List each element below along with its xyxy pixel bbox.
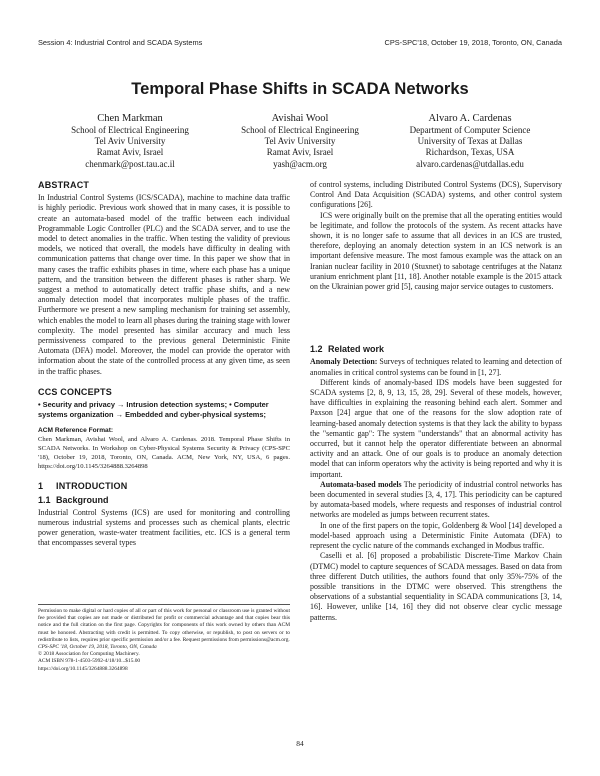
paragraph-text: The periodicity of industrial control networks has been documented in several studies [3, 4, 17]. This periodicity can be captured by automata-based models, where requests and responses of industrial control networks are modeled as jumps between recurrent states.	[310, 479, 562, 520]
permission-doi: https://doi.org/10.1145/3264888.3264898	[38, 665, 128, 672]
author-email: chenmark@post.tau.ac.il	[85, 158, 175, 169]
author-dept: School of Electrical Engineering	[71, 125, 189, 135]
intro-paragraph-1: Industrial Control Systems (ICS) are used for monitoring and controlling numerous industrial systems and processes such as chemical plants, electric power generation, waste-water treatment facilities, etc. ICS is a general term that encompasses several types	[38, 507, 290, 548]
paragraph-text: Surveys of techniques related to learning and detection of anomalies in critical control systems can be found in [1, 27].	[310, 357, 562, 377]
author-university: University of Texas at Dallas	[417, 136, 523, 147]
related-paragraph-4: In one of the first papers on the topic, Goldenberg & Wool [14] developed a model-based approach using a Deterministic Finite Automata (DFA) to represent the cyclic nature of the commands exchanged in Modbus traffic.	[310, 520, 562, 551]
subsection-title: Related work	[328, 344, 385, 355]
ccs-heading: CCS CONCEPTS	[38, 386, 112, 397]
ccs-concepts: • Security and privacy → Intrusion detection systems; • Computer systems organization → Embedded and cyber-physical systems;	[38, 400, 269, 420]
author-block-3	[385, 112, 555, 170]
automata-paragraph	[310, 480, 562, 521]
background-heading	[38, 495, 290, 505]
running-header-left: Session 4: Industrial Control and SCADA Systems	[38, 38, 203, 47]
author-name: Avishai Wool	[271, 113, 329, 124]
introduction-heading	[38, 481, 290, 491]
author-city: Richardson, Texas, USA	[425, 147, 515, 158]
paragraph-label: Anomaly Detection:	[310, 357, 378, 367]
intro-paragraph-2: ICS were originally built on the premise that all the operating entities would be legitimate, and follow the protocols of the system. As recent attacks have shown, it is no longer safe to assume that all devices in an ICS are trusted, therefore, deploying an anomaly detection system in an ICS network is an important defensive measure. The most famous example was the attack on an Iranian nuclear facility in 2010 (Stuxnet) to sabotage centrifuges at the Natanz uranium enrichment plant [11, 18]. Another notable example is the 2015 attack on the Ukrainian power grid [5], causing major service outages to customers.	[310, 210, 562, 292]
author-dept: Department of Computer Science	[409, 125, 531, 135]
permission-isbn: ACM ISBN 978-1-4503-5992-4/18/10...$15.00	[38, 658, 141, 665]
related-paragraph-2: Different kinds of anomaly-based IDS models have been suggested for SCADA systems [2, 8, 9, 13, 15, 28, 29]. Several of these models, however, have difficulties in explaining the reasoning behind each alert. Sommer and Paxson [24] argue that one of the reasons for the slow adoption rate of learning-based anomaly detection systems is that they lack the ability to bypass the "semantic gap": The system "understands" that an abnormal activity has occurred, but it cannot help the operator differentiate between an abnormal activity and an attack. One of our goals is to produce an anomaly detection model that can inform operators why the activity is being reported and why it is important.	[310, 377, 562, 479]
left-column	[38, 180, 290, 549]
anomaly-detection-paragraph	[310, 357, 562, 377]
author-name: Alvaro A. Cardenas	[428, 113, 512, 124]
right-column	[310, 180, 562, 623]
section-title: INTRODUCTION	[56, 481, 128, 492]
abstract-text: In Industrial Control Systems (ICS/SCADA), machine to machine data traffic is highly periodic. Previous work showed that in many cases, it is possible to create an automata-based model of the traffic between each individual Programmable Logic Controller (PLC) and the SCADA server, and to use the model to detect anomalies in the traffic. When testing the validity of previous models, we noticed that overall, the models have difficulty in dealing with communication patterns that change over time. In this paper we show that in many cases the traffic exhibits phases in time, where each phase has a unique pattern, and the transition between the different phases is rather sharp. We suggest a method to automatically detect traffic phase shifts, and a new anomaly detection model that incorporates multiple phases of the traffic. Furthermore we present a new sampling mechanism for training set assembly, which enables the model to learn all phases during the training stage with lower complexity. The model presented has similar accuracy and much less permissiveness compared to the previous general Deterministic Finite Automata (DFA) model. Moreover, the model can provide the operator with information about the state of the controlled process at any given time, as seen in the traffic phases.	[38, 193, 290, 376]
author-block-1	[45, 112, 215, 170]
subsection-number: 1.2	[310, 344, 323, 355]
running-header-right: CPS-SPC'18, October 19, 2018, Toronto, ON, Canada	[384, 38, 562, 47]
author-university: Tel Aviv University	[94, 136, 166, 147]
abstract-heading: ABSTRACT	[38, 180, 90, 190]
permission-copyright: © 2018 Association for Computing Machinery.	[38, 651, 140, 658]
subsection-title: Background	[56, 494, 109, 505]
paper-title: Temporal Phase Shifts in SCADA Networks	[131, 80, 469, 98]
acm-reference-heading: ACM Reference Format:	[38, 427, 114, 435]
author-block-2	[215, 112, 385, 170]
author-city: Ramat Aviv, Israel	[96, 147, 164, 158]
acm-reference-text: Chen Markman, Avishai Wool, and Alvaro A. Cardenas. 2018. Temporal Phase Shifts in SCADA Networks. In Workshop on Cyber-Physical Systems Security & Privacy (CPS-SPC '18), October 19, 2018, Toronto, ON, Canada. ACM, New York, NY, USA, 6 pages. https://doi.org/10.1145/3264888.3264898	[38, 436, 290, 470]
author-email: alvaro.cardenas@utdallas.edu	[416, 158, 524, 169]
permission-footnote	[38, 604, 290, 673]
intro-paragraph-1-continued: of control systems, including Distributed Control Systems (DCS), Supervisory Control And Data Acquisition (SCADA) systems, and other control system configurations [26].	[310, 180, 562, 210]
permission-venue: CPS-SPC '18, October 19, 2018, Toronto, ON, Canada	[38, 644, 157, 651]
author-name: Chen Markman	[97, 113, 163, 124]
subsection-number: 1.1	[38, 494, 51, 505]
related-paragraph-5: Caselli et al. [6] proposed a probabilistic Discrete-Time Markov Chain (DTMC) model to capture sequences of SCADA messages. Based on data from three different Dutch utilities, the authors found that only 35%-75% of the possible transitions in the DTMC were observed. This strengthens the observations of a substantial sequentiality in SCADA communications [3, 14, 16]. However, unlike [14, 16] they did not observe clear cyclic message patterns.	[310, 551, 562, 622]
page-number: 84	[296, 739, 304, 748]
permission-text: Permission to make digital or hard copies of all or part of this work for personal or classroom use is granted without fee provided that copies are not made or distributed for profit or commercial advantage and that copies bear this notice and the full citation on the first page. Copyrights for components of this work owned by others than ACM must be honored. Abstracting with credit is permitted. To copy otherwise, or republish, to post on servers or to redistribute to lists, requires prior specific permission and/or a fee. Request permissions from permissions@acm.org.	[38, 608, 290, 643]
paragraph-label: Automata-based models	[320, 479, 402, 489]
author-dept: School of Electrical Engineering	[241, 125, 359, 135]
section-number: 1	[38, 481, 44, 492]
author-university: Tel Aviv University	[264, 136, 336, 147]
author-city: Ramat Aviv, Israel	[266, 147, 334, 158]
author-email: yash@acm.org	[273, 158, 327, 169]
related-work-heading	[310, 344, 562, 354]
